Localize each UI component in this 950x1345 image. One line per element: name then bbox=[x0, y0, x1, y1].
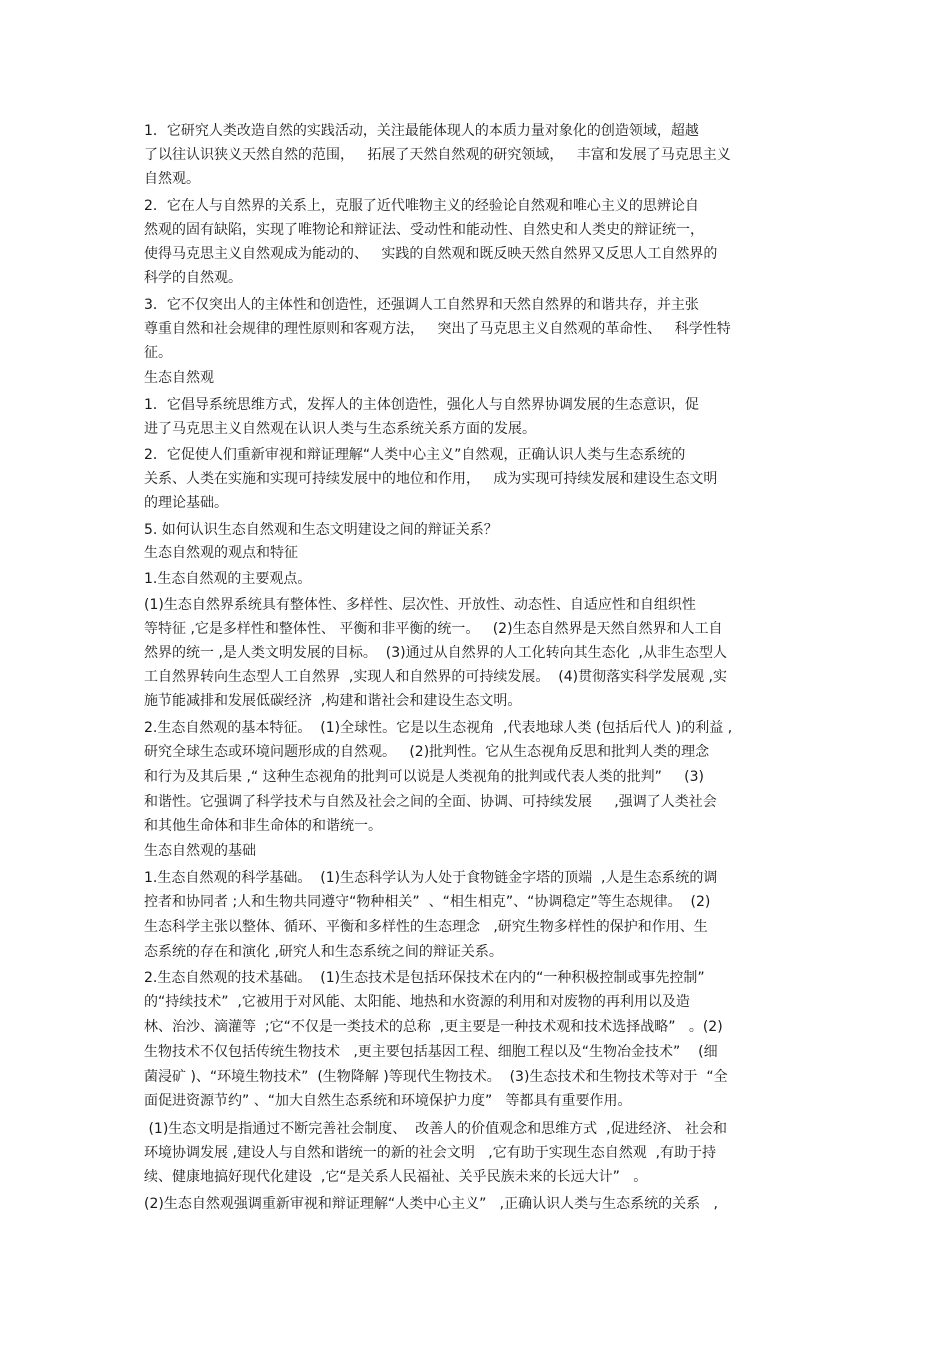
text-line: 环境协调发展 ,建设人与自然和谐统一的新的社会文明 ,它有助于实现生态自然观 ,有助于持 bbox=[144, 1145, 717, 1161]
text-line: (2)生态自然观强调重新审视和辩证理解“人类中心主义” ,正确认识人类与生态系统的关系 , bbox=[144, 1196, 718, 1212]
text-line: (1)生态自然界系统具有整体性、多样性、层次性、开放性、动态性、自适应性和自组织性 bbox=[144, 597, 696, 613]
text-line: 1．它研究人类改造自然的实践活动，关注最能体现人的本质力量对象化的创造领域，超越 bbox=[144, 123, 699, 139]
text-line: 了以往认识狭义天然自然的范围， 拓展了天然自然观的研究领域， 丰富和发展了马克思主义 bbox=[144, 147, 731, 163]
text-line: 然界的统一 ,是人类文明发展的目标。 (3)通过从自然界的人工化转向其生态化 ,从非生态型人 bbox=[144, 645, 727, 661]
text-line: 科学的自然观。 bbox=[144, 270, 242, 286]
text-line: 征。 bbox=[144, 345, 172, 361]
text-line: 自然观。 bbox=[144, 171, 200, 187]
text-line: (1)生态文明是指通过不断完善社会制度、 改善人的价值观念和思维方式 ,促进经济、 社会和 bbox=[144, 1121, 727, 1137]
text-line: 2．它在人与自然界的关系上，克服了近代唯物主义的经验论自然观和唯心主义的思辨论自 bbox=[144, 198, 699, 214]
text-line: 2.生态自然观的技术基础。 (1)生态技术是包括环保技术在内的“一种积极控制或事先控制” bbox=[144, 970, 705, 986]
text-line: 面促进资源节约” 、“加大自然生态系统和环境保护力度” 等都具有重要作用。 bbox=[144, 1093, 632, 1109]
text-line: 态系统的存在和演化 ,研究人和生态系统之间的辩证关系。 bbox=[144, 944, 503, 960]
text-line: 研究全球生态或环境问题形成的自然观。 (2)批判性。它从生态视角反思和批判人类的理念 bbox=[144, 744, 710, 760]
text-line: 2．它促使人们重新审视和辩证理解“人类中心主义”自然观，正确认识人类与生态系统的 bbox=[144, 447, 686, 463]
text-line: 和其他生命体和非生命体的和谐统一。 bbox=[144, 818, 382, 834]
text-line: 工自然界转向生态型人工自然界 ,实现人和自然界的可持续发展。 (4)贯彻落实科学发展观 ,实 bbox=[144, 669, 727, 685]
text-line: 续、健康地搞好现代化建设 ,它“是关系人民福祉、关乎民族未来的长远大计” 。 bbox=[144, 1169, 648, 1185]
text-line: 控者和协同者 ;人和生物共同遵守“物种相关” 、“相生相克”、“协调稳定”等生态规律。 (2) bbox=[144, 894, 711, 910]
text-line: 2.生态自然观的基本特征。 (1)全球性。它是以生态视角 ,代表地球人类 (包括后代人 )的利益 , bbox=[144, 720, 733, 736]
text-line: 1.生态自然观的主要观点。 bbox=[144, 571, 312, 587]
section-heading: 生态自然观的基础 bbox=[144, 843, 256, 859]
text-line: 1．它倡导系统思维方式，发挥人的主体创造性，强化人与自然界协调发展的生态意识，促 bbox=[144, 397, 699, 413]
text-line: 1.生态自然观的科学基础。 (1)生态科学认为人处于食物链金字塔的顶端 ,人是生态系统的调 bbox=[144, 870, 718, 886]
text-line: 林、治沙、滴灌等 ;它“不仅是一类技术的总称 ,更主要是一种技术观和技术选择战略” 。(2) bbox=[144, 1019, 723, 1035]
text-line: 的理论基础。 bbox=[144, 495, 228, 511]
text-line: 关系、人类在实施和实现可持续发展中的地位和作用， 成为实现可持续发展和建设生态文明 bbox=[144, 471, 718, 487]
text-line: 进了马克思主义自然观在认识人类与生态系统关系方面的发展。 bbox=[144, 421, 536, 437]
text-line: 施节能减排和发展低碳经济 ,构建和谐社会和建设生态文明。 bbox=[144, 693, 522, 709]
text-line: 3．它不仅突出人的主体性和创造性，还强调人工自然界和天然自然界的和谐共存，并主张 bbox=[144, 297, 699, 313]
text-line: 和行为及其后果 ,“ 这种生态视角的批判可以说是人类视角的批判或代表人类的批判” (3) bbox=[144, 769, 704, 785]
text-line: 菌浸矿 )、“环境生物技术” (生物降解 )等现代生物技术。 (3)生态技术和生物技术等对于 “全 bbox=[144, 1069, 728, 1085]
text-line: 和谐性。它强调了科学技术与自然及社会之间的全面、协调、可持续发展 ,强调了人类社会 bbox=[144, 794, 717, 810]
text-line: 的“持续技术” ,它被用于对风能、太阳能、地热和水资源的利用和对废物的再利用以及造 bbox=[144, 994, 690, 1010]
text-line: 等特征 ,它是多样性和整体性、 平衡和非平衡的统一。 (2)生态自然界是天然自然界和人工自 bbox=[144, 621, 723, 637]
section-heading: 生态自然观的观点和特征 bbox=[144, 545, 298, 561]
text-line: 生态科学主张以整体、循环、平衡和多样性的生态理念 ,研究生物多样性的保护和作用、生 bbox=[144, 919, 708, 935]
text-line: 使得马克思主义自然观成为能动的、 实践的自然观和既反映天然自然界又反思人工自然界的 bbox=[144, 246, 718, 262]
text-line: 然观的固有缺陷，实现了唯物论和辩证法、受动性和能动性、自然史和人类史的辩证统一， bbox=[144, 222, 704, 238]
text-line: 尊重自然和社会规律的理性原则和客观方法， 突出了马克思主义自然观的革命性、 科学性特 bbox=[144, 321, 731, 337]
section-heading: 生态自然观 bbox=[144, 370, 214, 386]
question-line: 5. 如何认识生态自然观和生态文明建设之间的辩证关系？ bbox=[144, 522, 498, 538]
text-line: 生物技术不仅包括传统生物技术 ,更主要包括基因工程、细胞工程以及“生物冶金技术” (细 bbox=[144, 1044, 718, 1060]
